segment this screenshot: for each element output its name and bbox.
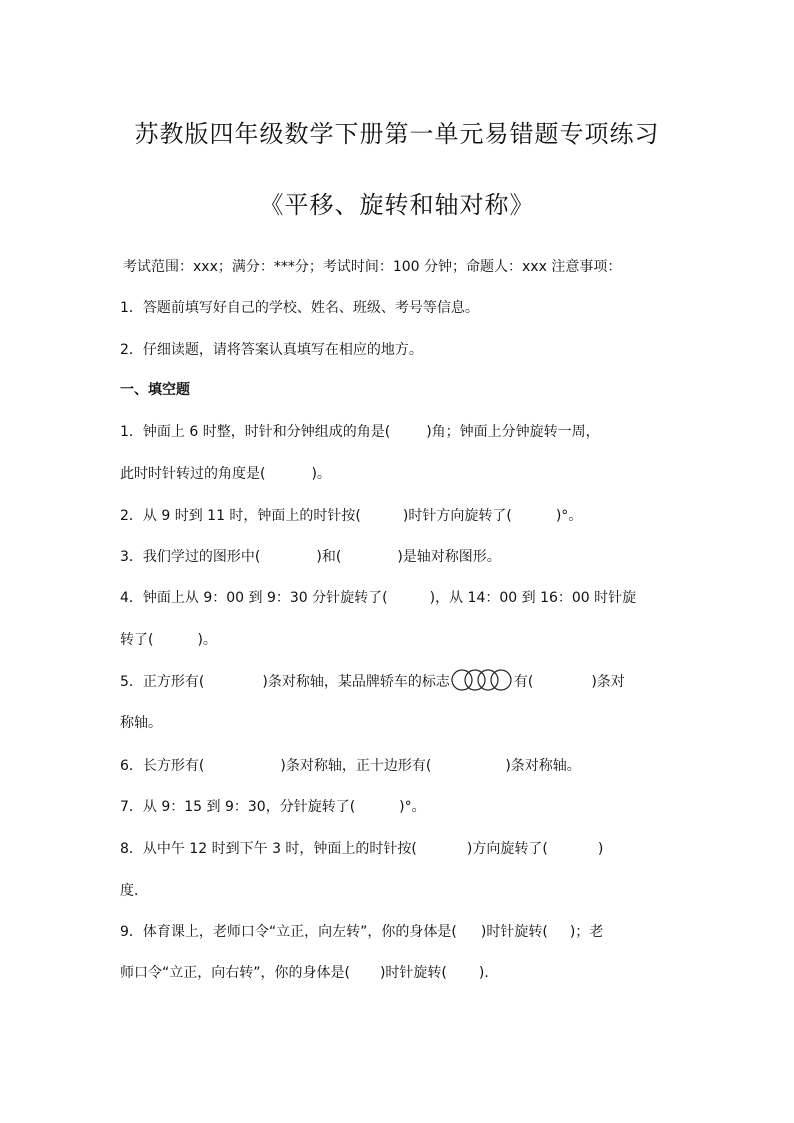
question-text: )时针旋转( [379,965,447,981]
question-text: )条对称轴。 [505,758,581,774]
question-4-line-1 [120,587,636,607]
question-text: )°。 [399,799,426,815]
question-8-line-2 [120,880,148,900]
note-2: 2．仔细读题，请将答案认真填写在相应的地方。 [120,342,423,358]
question-text: )时针方向旋转了( [402,508,512,524]
question-5-line-2 [120,712,162,732]
question-text: 5．正方形有( [120,674,205,690]
question-text: 9．体育课上，老师口令“立正，向左转”，你的身体是( [120,924,457,940]
question-text: )，从 14：00 到 16：00 时针旋 [429,590,637,606]
question-text: )条对称轴，某品牌轿车的标志 [262,674,450,690]
question-text: )条对 [591,674,625,690]
question-text: 转了( [120,632,154,648]
question-3 [120,546,501,566]
document-subtitle: 《平移、旋转和轴对称》 [259,191,535,219]
question-text: 4．钟面上从 9：00 到 9：30 分针旋转了( [120,590,388,606]
question-text: )条对称轴，正十边形有( [280,758,432,774]
question-text: 此时时针转过的角度是( [120,466,266,482]
question-text: 3．我们学过的图形中( [120,549,261,565]
question-text: 7．从 9：15 到 9：30，分针旋转了( [120,799,356,815]
note-1: 1．答题前填写好自己的学校、姓名、班级、考号等信息。 [120,300,479,316]
question-text: )°。 [555,508,583,524]
question-4-line-2 [120,629,217,649]
question-9-line-2 [120,962,498,982]
question-text: 6．长方形有( [120,758,205,774]
question-7 [120,796,426,816]
question-text: )方向旋转了( [466,841,548,857]
question-1-line-1 [120,421,600,441]
question-text: )时针旋转( [480,924,548,940]
question-8-line-1 [120,838,603,858]
car-logo-rings-icon [451,668,513,692]
question-text: 师口令“立正，向右转”，你的身体是( [120,965,350,981]
exam-info: 考试范围：xxx；满分：***分；考试时间：100 分钟；命题人：xxx 注意事项： [123,259,622,275]
section-heading: 一、填空题 [120,382,190,398]
question-6 [120,755,581,775]
question-text: 度． [120,883,148,899]
question-text: )和( [316,549,342,565]
question-text: ) [597,841,604,857]
question-text: 8．从中午 12 时到下午 3 时，钟面上的时针按( [120,841,417,857]
question-1-line-2 [120,463,331,483]
question-text: 有( [513,674,534,690]
question-text: )． [478,965,499,981]
question-text: )是轴对称图形。 [397,549,501,565]
question-2 [120,505,582,525]
question-5-line-1 [120,670,625,694]
question-text: 1．钟面上 6 时整，时针和分钟组成的角是( [120,424,391,440]
document-title: 苏教版四年级数学下册第一单元易错题专项练习 [134,120,660,148]
question-text: 称轴。 [120,715,162,731]
question-9-line-1 [120,921,603,941]
question-text: 2．从 9 时到 11 时，钟面上的时针按( [120,508,361,524]
question-text: )。 [311,466,331,482]
question-text: )角；钟面上分钟旋转一周， [426,424,600,440]
question-text: )。 [197,632,217,648]
question-text: )；老 [569,924,604,940]
